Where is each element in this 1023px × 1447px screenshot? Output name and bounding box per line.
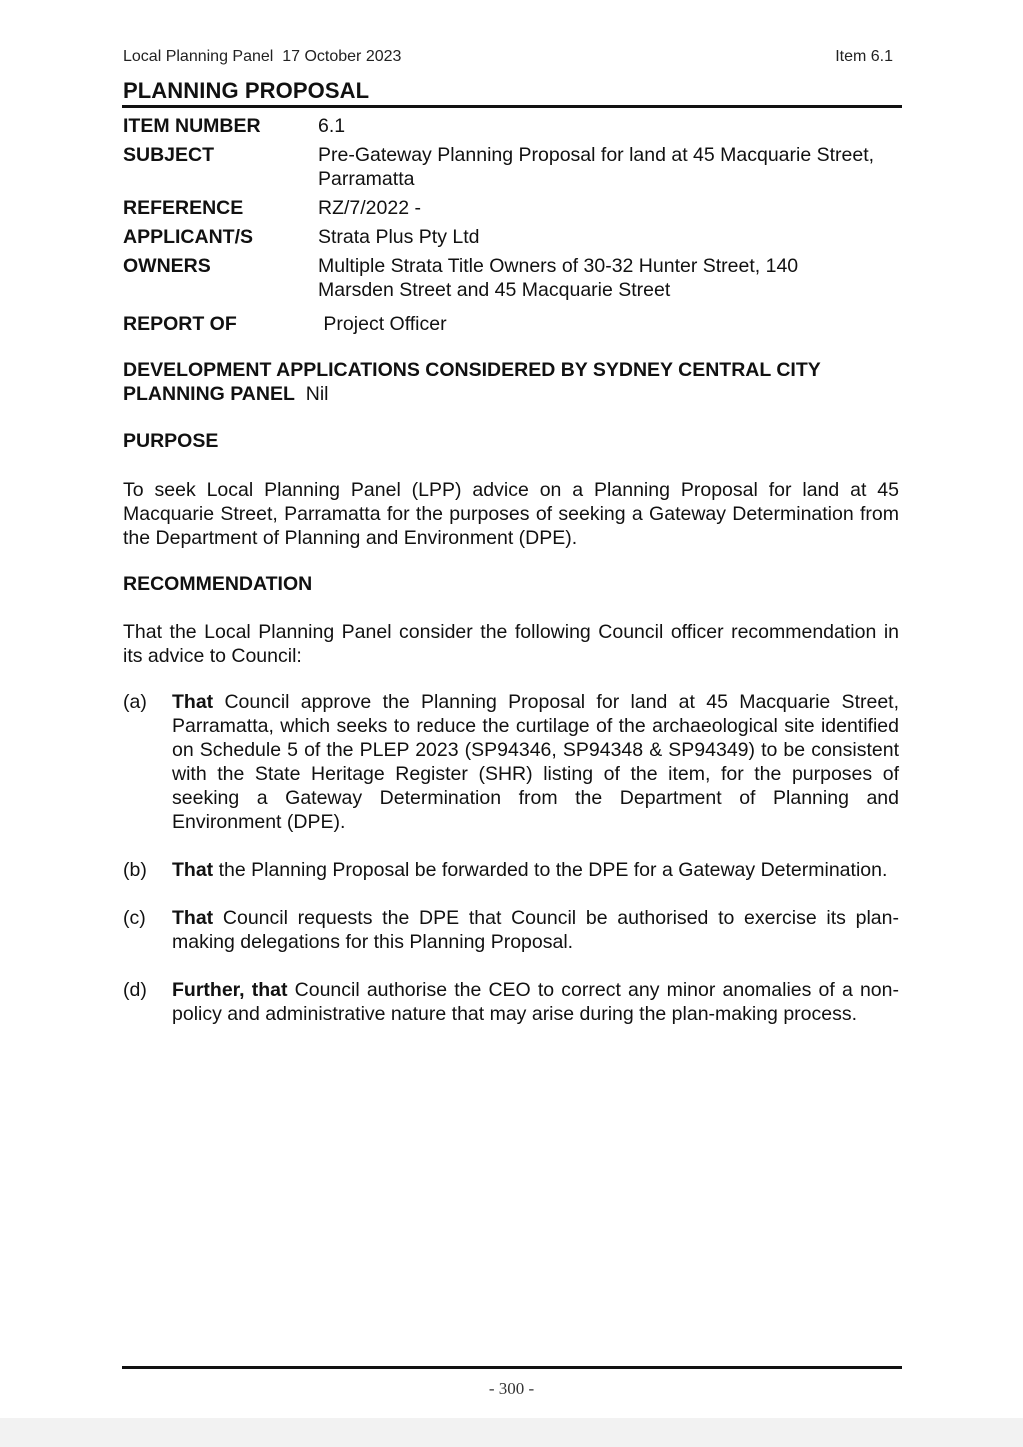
dev-apps-value: Nil (305, 383, 329, 405)
footer-divider (122, 1366, 902, 1369)
list-body: Council requests the DPE that Council be authorised to exercise its plan-making delegations for this Planning Proposal. (172, 907, 899, 953)
purpose-heading: PURPOSE (123, 430, 219, 452)
report-of-row (123, 312, 903, 336)
meta-label: SUBJECT (123, 144, 215, 166)
reference-row (123, 196, 903, 220)
list-marker: (d) (123, 979, 147, 1001)
subject-row (123, 143, 903, 191)
list-item (123, 906, 899, 954)
meta-value: RZ/7/2022 - (318, 197, 421, 219)
recommendation-list (123, 690, 899, 1050)
list-marker: (a) (123, 691, 147, 713)
meta-label: OWNERS (123, 255, 211, 277)
development-applications (123, 358, 903, 406)
list-item (123, 858, 899, 882)
list-lead: That (172, 859, 214, 881)
meta-label: REPORT OF (123, 313, 237, 335)
meta-value: Strata Plus Pty Ltd (318, 226, 480, 248)
list-lead: That (172, 691, 214, 713)
list-item (123, 978, 899, 1026)
page-number: - 300 - (488, 1379, 535, 1398)
list-lead: Further, that (172, 979, 288, 1001)
list-text (172, 858, 899, 882)
meta-value: Project Officer (318, 313, 447, 335)
owners-row (123, 254, 903, 302)
list-lead: That (172, 907, 214, 929)
applicant-row (123, 225, 903, 249)
list-marker: (b) (123, 859, 147, 881)
recommendation-heading: RECOMMENDATION (123, 573, 313, 595)
meta-label: ITEM NUMBER (123, 115, 261, 137)
title-divider (122, 105, 902, 108)
item-number-row (123, 114, 903, 138)
list-body: the Planning Proposal be forwarded to the DPE for a Gateway Determination. (213, 859, 888, 881)
purpose-text: To seek Local Planning Panel (LPP) advice on a Planning Proposal for land at 45 Macquarie Street, Parramatta for the purposes of seeking a Gateway Determination from the Department of Planning and Environment (DPE). (123, 479, 899, 549)
item-label: Item 6.1 (835, 48, 893, 65)
meta-value: Pre-Gateway Planning Proposal for land at 45 Macquarie Street, Parramatta (318, 144, 875, 190)
meta-value: 6.1 (318, 115, 346, 137)
list-body: Council authorise the CEO to correct any minor anomalies of a non-policy and administrative nature that may arise during the plan-making process. (172, 979, 899, 1025)
list-marker: (c) (123, 907, 146, 929)
list-text (172, 690, 899, 834)
meta-value: Multiple Strata Title Owners of 30-32 Hunter Street, 140 Marsden Street and 45 Macquarie Street (318, 255, 799, 301)
page-title: PLANNING PROPOSAL (123, 78, 370, 103)
item-details (123, 114, 903, 341)
list-item (123, 690, 899, 834)
list-text (172, 978, 899, 1026)
recommendation-intro: That the Local Planning Panel consider the following Council officer recommendation in its advice to Council: (123, 621, 899, 667)
meta-label: REFERENCE (123, 197, 244, 219)
list-text (172, 906, 899, 954)
meta-label: APPLICANT/S (123, 226, 254, 248)
meeting-info: Local Planning Panel 17 October 2023 (123, 48, 402, 65)
page-edge (0, 1418, 1023, 1447)
list-body: Council approve the Planning Proposal for land at 45 Macquarie Street, Parramatta, which seeks to reduce the curtilage of the archaeological site identified on Schedule 5 of the PLEP 2023 (SP94346, SP94348 & SP94349) to be consistent with the State Heritage Register (SHR) listing of the item, for the purposes of seeking a Gateway Determination from the Department of Planning and Environment (DPE). (172, 691, 899, 833)
dev-apps-label: DEVELOPMENT APPLICATIONS CONSIDERED BY SYDNEY CENTRAL CITY PLANNING PANEL (123, 359, 821, 405)
